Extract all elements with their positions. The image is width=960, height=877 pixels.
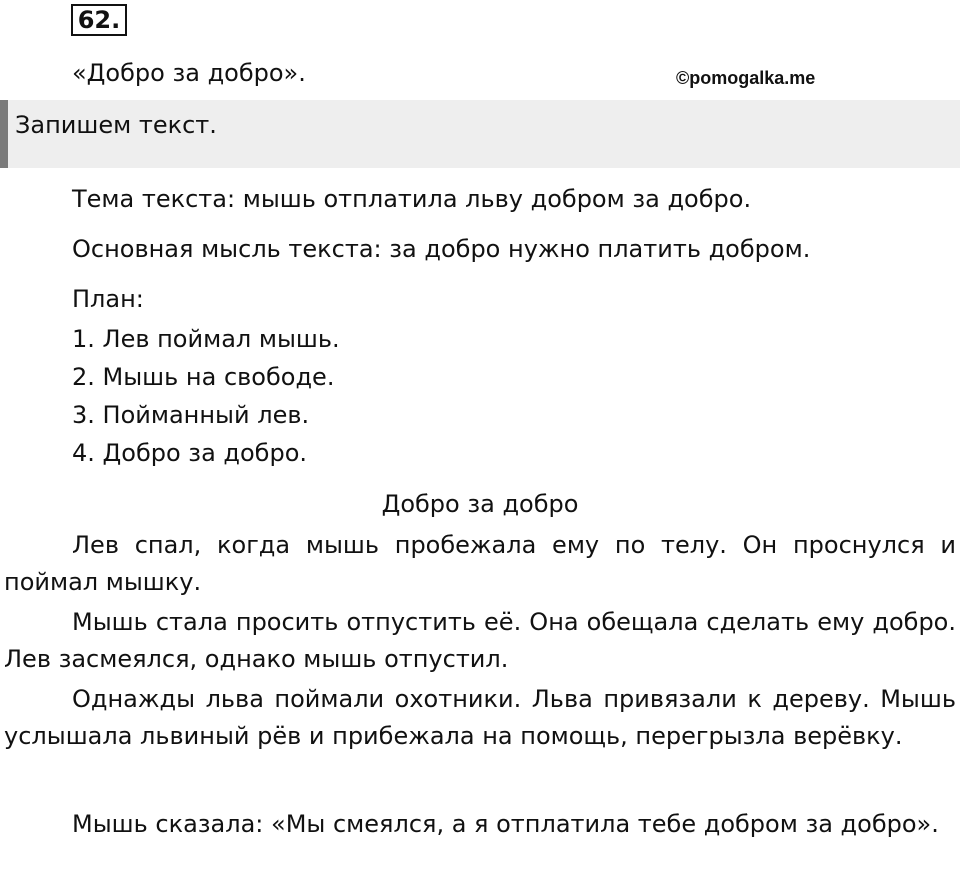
task-title: «Добро за добро». xyxy=(72,59,306,87)
plan-heading: План: xyxy=(72,285,144,313)
plan-item: 3. Пойманный лев. xyxy=(72,401,310,429)
note-box xyxy=(0,100,960,168)
main-idea-line: Основная мысль текста: за добро нужно платить добром. xyxy=(72,235,811,263)
story-paragraph: Мышь стала просить отпустить её. Она обещала сделать ему добро. Лев засмеялся, однако мышь отпустил. xyxy=(4,608,956,673)
plan-item: 2. Мышь на свободе. xyxy=(72,363,335,391)
note-text: Запишем текст. xyxy=(15,111,217,139)
note-accent-bar xyxy=(0,100,8,168)
watermark: ©pomogalka.me xyxy=(676,68,816,88)
story-paragraph: Однажды льва поймали охотники. Льва привязали к дереву. Мышь услышала львиный рёв и прибежала на помощь, перегрызла верёвку. xyxy=(4,685,956,750)
plan-item: 4. Добро за добро. xyxy=(72,439,308,467)
story-paragraph: Лев спал, когда мышь пробежала ему по телу. Он проснулся и поймал мышку. xyxy=(4,531,956,596)
theme-line: Тема текста: мышь отплатила льву добром за добро. xyxy=(72,185,752,213)
story-paragraph: Мышь сказала: «Мы смеялся, а я отплатила тебе добром за добро». xyxy=(72,810,939,838)
plan-item: 1. Лев поймал мышь. xyxy=(72,325,340,353)
task-number-box: 62. xyxy=(71,4,127,36)
story-title: Добро за добро xyxy=(381,490,579,518)
